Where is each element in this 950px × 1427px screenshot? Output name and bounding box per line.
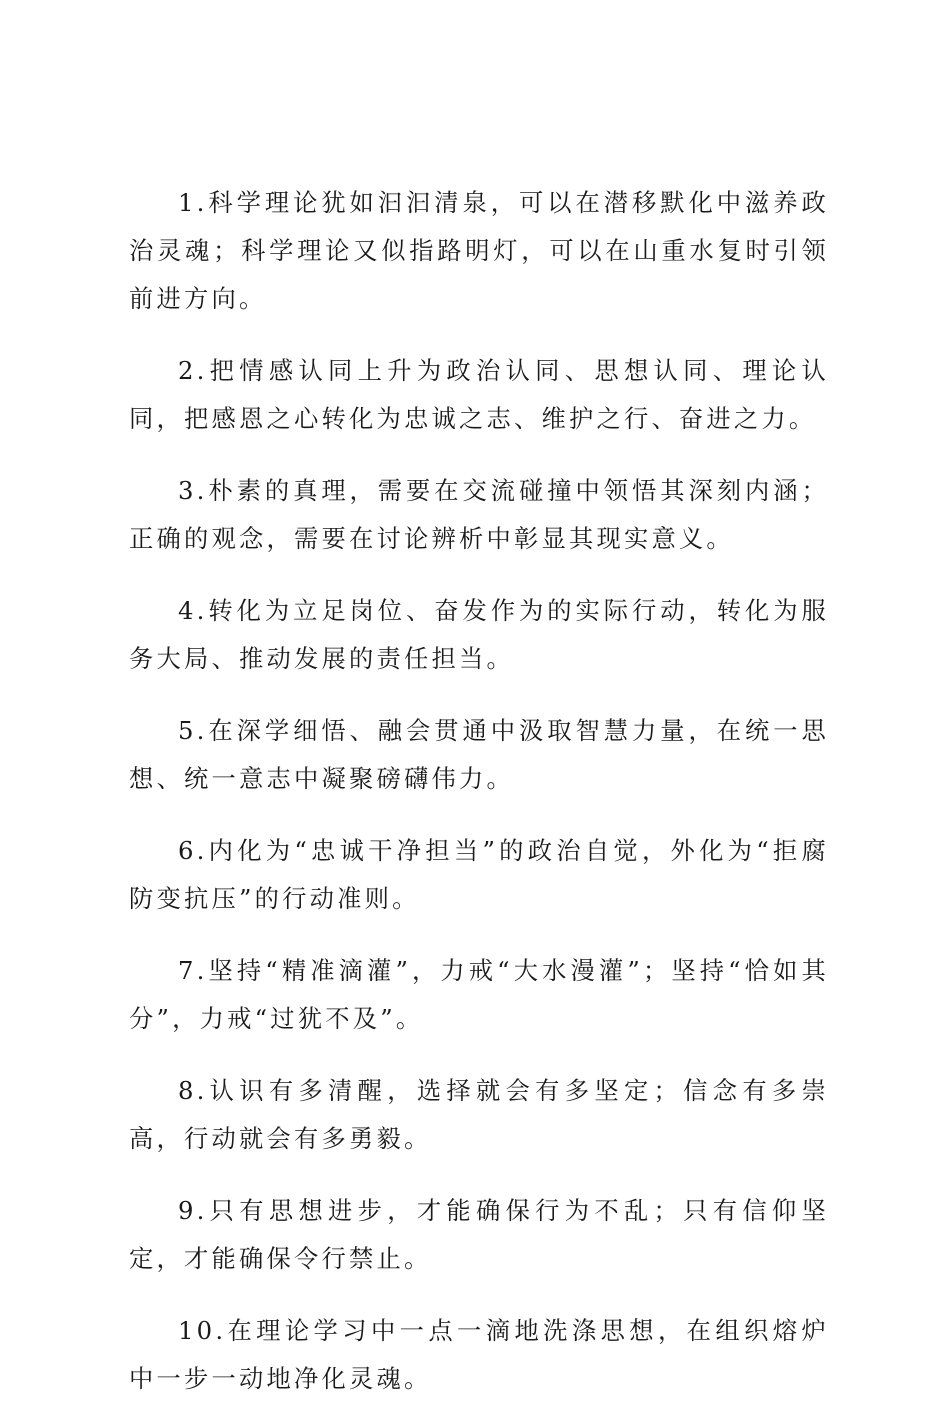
document-body: [129, 179, 829, 1427]
paragraph-7: 7.坚持“精准滴灌”，力戒“大水漫灌”；坚持“恰如其分”，力戒“过犹不及”。: [129, 956, 829, 1033]
paragraph-4: 4.转化为立足岗位、奋发作为的实际行动，转化为服务大局、推动发展的责任担当。: [129, 596, 829, 673]
paragraph-6: 6.内化为“忠诚干净担当”的政治自觉，外化为“拒腐防变抗压”的行动准则。: [129, 836, 829, 913]
paragraph-1: 1.科学理论犹如汩汩清泉，可以在潜移默化中滋养政治灵魂；科学理论又似指路明灯，可以在山重水复时引领前进方向。: [129, 188, 829, 313]
paragraph-10: 10.在理论学习中一点一滴地洗涤思想，在组织熔炉中一步一动地净化灵魂。: [129, 1316, 829, 1393]
paragraph-9: 9.只有思想进步，才能确保行为不乱；只有信仰坚定，才能确保令行禁止。: [129, 1196, 829, 1273]
paragraph-2: 2.把情感认同上升为政治认同、思想认同、理论认同，把感恩之心转化为忠诚之志、维护之行、奋进之力。: [129, 356, 829, 433]
paragraph-3: 3.朴素的真理，需要在交流碰撞中领悟其深刻内涵；正确的观念，需要在讨论辨析中彰显其现实意义。: [129, 476, 829, 553]
paragraph-8: 8.认识有多清醒，选择就会有多坚定；信念有多崇高，行动就会有多勇毅。: [129, 1076, 829, 1153]
paragraph-5: 5.在深学细悟、融会贯通中汲取智慧力量，在统一思想、统一意志中凝聚磅礴伟力。: [129, 716, 829, 793]
